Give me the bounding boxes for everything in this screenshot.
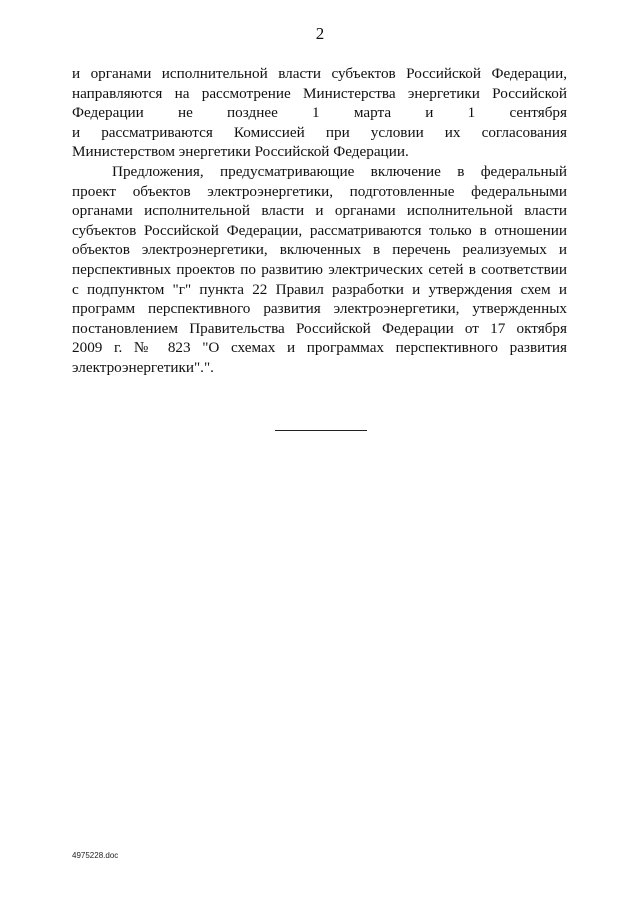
text-line: 2009 г. № 823 "О схемах и программах перспективного развития: [72, 339, 567, 357]
end-of-text-rule: [275, 430, 367, 431]
text-line: Предложения, предусматривающие включение в федеральный: [112, 162, 567, 180]
paragraph-2: [72, 162, 567, 378]
text-line: перспективных проектов по развитию электрических сетей в соответствии: [72, 260, 567, 278]
text-line: и рассматриваются Комиссией при условии их согласования: [72, 123, 567, 141]
paragraph-1: [72, 64, 567, 162]
page-number: 2: [315, 24, 325, 43]
text-line: программ перспективного развития электроэнергетики, утвержденных: [72, 300, 567, 318]
text-line: постановлением Правительства Российской Федерации от 17 октября: [72, 319, 567, 337]
text-line: и органами исполнительной власти субъектов Российской Федерации,: [72, 65, 567, 82]
text-line: органами исполнительной власти и органами исполнительной власти: [72, 202, 567, 220]
text-line: электроэнергетики".".: [72, 358, 214, 376]
document-body: [72, 64, 567, 378]
text-line: с подпунктом "г" пункта 22 Правил разработки и утверждения схем и: [72, 280, 567, 298]
text-line: объектов электроэнергетики, включенных в перечень реализуемых и: [72, 241, 567, 259]
text-line: субъектов Российской Федерации, рассматриваются только в отношении: [72, 221, 567, 239]
text-line: проект объектов электроэнергетики, подготовленные федеральными: [72, 182, 567, 200]
text-line: направляются на рассмотрение Министерства энергетики Российской: [72, 84, 567, 102]
text-line: Федерации не позднее 1 марта и 1 сентября: [72, 104, 567, 122]
text-line: Министерством энергетики Российской Федерации.: [72, 143, 409, 161]
footer-filename: 4975228.doc: [72, 851, 119, 860]
